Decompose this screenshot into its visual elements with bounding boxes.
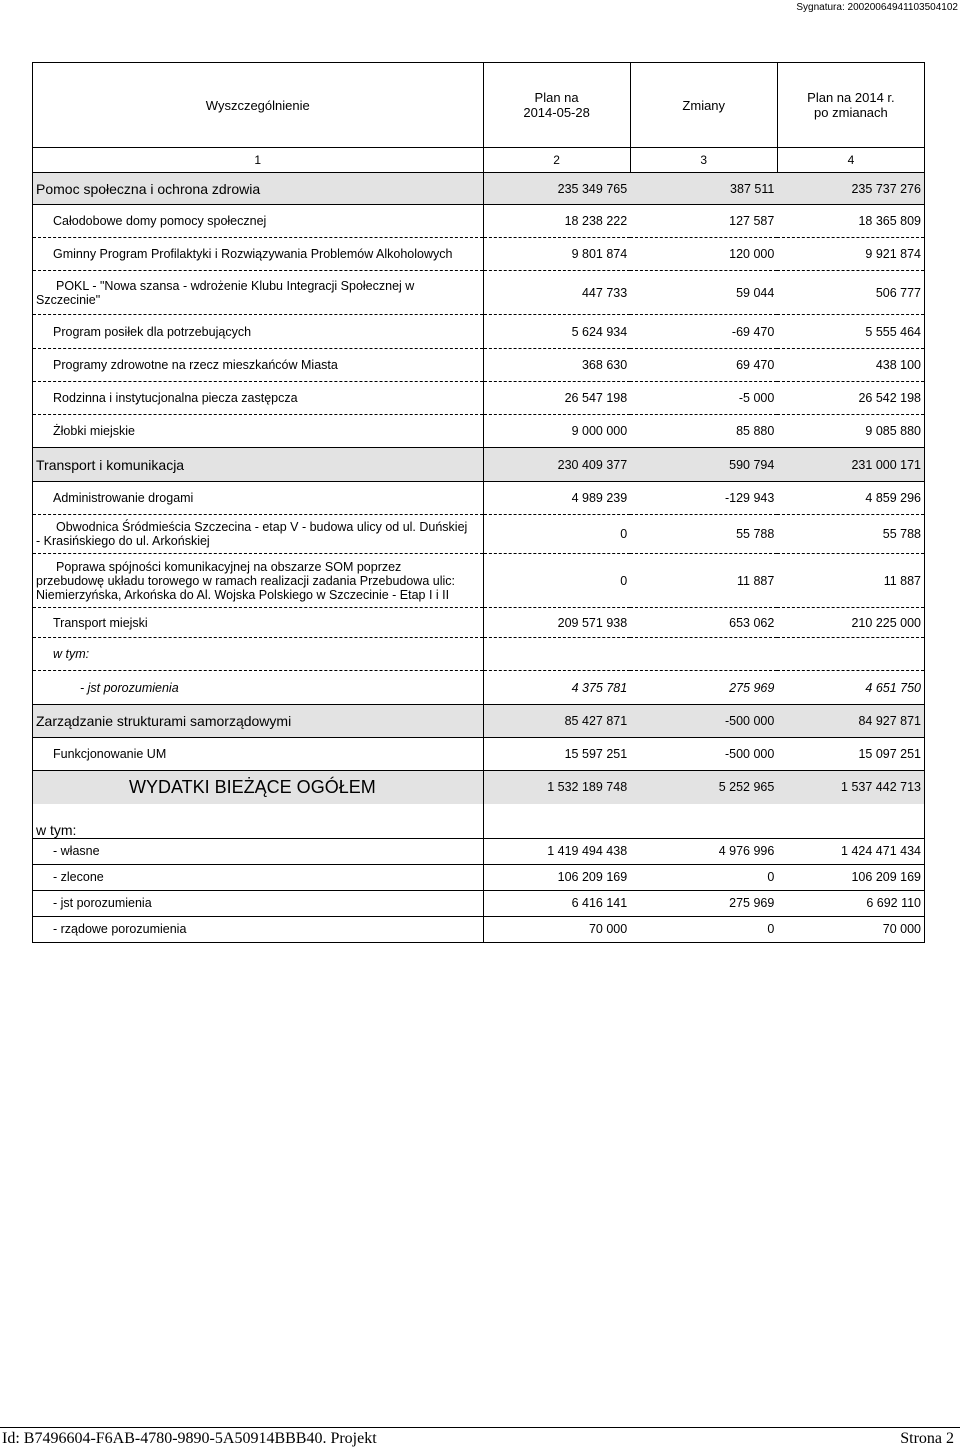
table-row: Obwodnica Śródmieścia Szczecina - etap V - budowa ulicy od ul. Duńskiej - Krasińskiego do ul. Arkońskiej 0 55 788 55 788	[33, 515, 925, 554]
column-numbers-row: 1 2 3 4	[33, 148, 925, 173]
table-row: Całodobowe domy pomocy społecznej 18 238 222 127 587 18 365 809	[33, 205, 925, 238]
group-row: Pomoc społeczna i ochrona zdrowia 235 349 765 387 511 235 737 276	[33, 173, 925, 205]
detail-row: - jst porozumienia 6 416 141 275 969 6 692 110	[33, 890, 925, 916]
table-row: POKL - "Nowa szansa - wdrożenie Klubu Integracji Społecznej w Szczecinie" 447 733 59 044 506 777	[33, 271, 925, 315]
document-id: Id: B7496604-F6AB-4780-9890-5A50914BBB40. Projekt	[2, 1430, 377, 1447]
signature: Sygnatura: 20020064941103504102	[796, 2, 958, 13]
in-which-row: w tym:	[33, 804, 925, 839]
page-number: Strona 2	[900, 1430, 954, 1447]
table-row: Administrowanie drogami 4 989 239 -129 943 4 859 296	[33, 482, 925, 515]
header-plan: Plan na 2014-05-28	[483, 63, 630, 148]
table-row: Żłobki miejskie 9 000 000 85 880 9 085 880	[33, 415, 925, 448]
detail-row: - rządowe porozumienia 70 000 0 70 000	[33, 916, 925, 942]
table-row: Programy zdrowotne na rzecz mieszkańców Miasta 368 630 69 470 438 100	[33, 349, 925, 382]
table-row: w tym:	[33, 638, 925, 671]
group-row: Transport i komunikacja 230 409 377 590 794 231 000 171	[33, 448, 925, 482]
table-row: Transport miejski 209 571 938 653 062 210 225 000	[33, 608, 925, 638]
budget-table	[32, 62, 925, 943]
header-changes: Zmiany	[630, 63, 777, 148]
table-row: Gminny Program Profilaktyki i Rozwiązywania Problemów Alkoholowych 9 801 874 120 000 9 921 874	[33, 238, 925, 271]
header-description: Wyszczególnienie	[33, 63, 484, 148]
detail-row: - zlecone 106 209 169 0 106 209 169	[33, 864, 925, 890]
table-row: Funkcjonowanie UM 15 597 251 -500 000 15 097 251	[33, 738, 925, 771]
detail-row: - własne 1 419 494 438 4 976 996 1 424 471 434	[33, 838, 925, 864]
table-row: Poprawa spójności komunikacyjnej na obszarze SOM poprzez przebudowę układu torowego w ramach realizacji zadania Przebudowa ulic: Niemierzyńska, Arkońska do Al. Wojska Polskiego w Szczecinie - Etap I i II 0 11 887 11 887	[33, 554, 925, 608]
total-row: WYDATKI BIEŻĄCE OGÓŁEM 1 532 189 748 5 252 965 1 537 442 713	[33, 771, 925, 804]
group-row: Zarządzanie strukturami samorządowymi 85 427 871 -500 000 84 927 871	[33, 705, 925, 738]
footer-divider	[0, 1427, 960, 1428]
table-row: - jst porozumienia 4 375 781 275 969 4 651 750	[33, 671, 925, 705]
table-row: Program posiłek dla potrzebujących 5 624 934 -69 470 5 555 464	[33, 315, 925, 349]
header-row	[33, 63, 925, 148]
table-row: Rodzinna i instytucjonalna piecza zastępcza 26 547 198 -5 000 26 542 198	[33, 382, 925, 415]
header-plan-after: Plan na 2014 r. po zmianach	[777, 63, 924, 148]
